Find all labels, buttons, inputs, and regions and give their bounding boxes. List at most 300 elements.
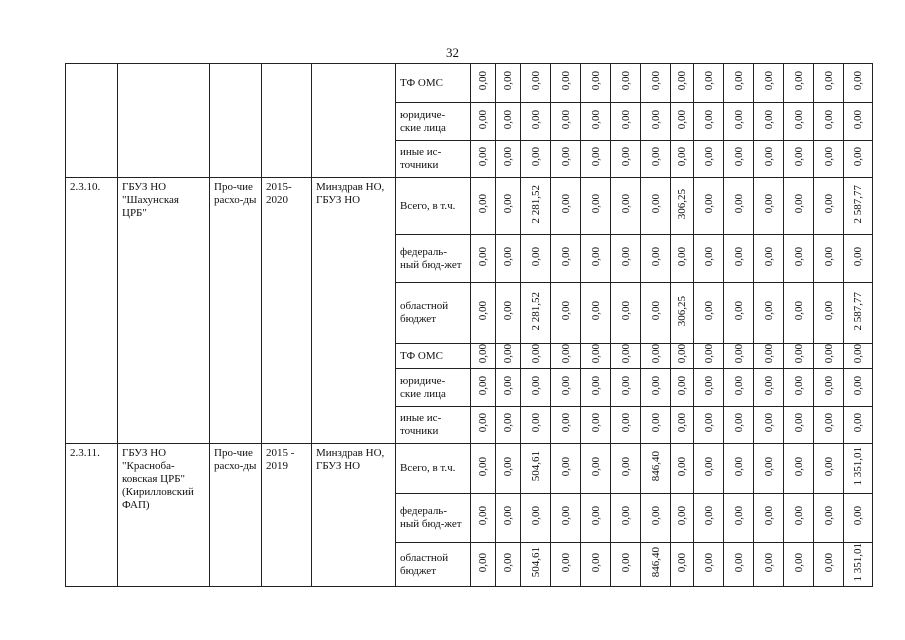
value-text: 0,00	[732, 552, 745, 573]
value-text: 0,00	[852, 109, 864, 130]
value-cell	[581, 543, 611, 587]
value-cell	[814, 178, 844, 235]
value-text: 0,00	[589, 246, 602, 267]
value-cell	[844, 103, 873, 141]
value-cell	[641, 283, 671, 344]
value-cell	[521, 141, 551, 178]
value-text: 0,00	[852, 413, 864, 433]
value-cell	[551, 494, 581, 543]
value-text: 0,00	[529, 413, 542, 433]
value-text: 0,00	[676, 71, 688, 91]
value-text: 0,00	[762, 375, 775, 396]
value-text: 0,00	[852, 344, 864, 364]
value-cell	[551, 178, 581, 235]
value-text: 0,00	[619, 552, 632, 573]
value-text: 0,00	[762, 194, 775, 214]
funding-source-cell	[396, 369, 471, 407]
value-cell	[611, 141, 641, 178]
value-cell	[641, 494, 671, 543]
value-cell	[784, 494, 814, 543]
institution-name: ГБУЗ НО "Красноба-ковская ЦРБ" (Кирилловский ФАП)	[122, 447, 194, 511]
value-text: 0,00	[619, 109, 632, 130]
value-cell	[671, 407, 694, 444]
value-cell	[521, 64, 551, 103]
value-cell	[521, 103, 551, 141]
value-text: 0,00	[732, 344, 745, 364]
value-cell	[551, 369, 581, 407]
value-text: 0,00	[852, 147, 864, 167]
value-text: 0,00	[822, 413, 835, 433]
value-cell	[694, 369, 724, 407]
value-cell	[694, 103, 724, 141]
value-cell	[694, 178, 724, 235]
funding-source-label: ТФ ОМС	[400, 76, 443, 89]
value-text: 0,00	[762, 301, 775, 321]
table-row	[66, 178, 873, 235]
value-text: 0,00	[702, 147, 715, 167]
value-cell	[844, 543, 873, 587]
funding-source-label: федераль-ный бюд-жет	[400, 245, 462, 271]
value-cell	[671, 235, 694, 283]
value-text: 0,00	[559, 71, 572, 91]
value-cell	[471, 283, 496, 344]
value-text: 0,00	[477, 413, 489, 433]
value-text: 0,00	[649, 194, 662, 214]
institution-name-cell	[118, 64, 210, 178]
value-cell	[844, 178, 873, 235]
value-text: 0,00	[762, 71, 775, 91]
value-text: 0,00	[589, 109, 602, 130]
value-text: 0,00	[559, 301, 572, 321]
value-text: 306,25	[676, 188, 688, 220]
value-text: 0,00	[502, 506, 514, 526]
value-text: 0,00	[732, 375, 745, 396]
value-text: 0,00	[477, 246, 489, 267]
value-text: 0,00	[477, 147, 489, 167]
value-text: 0,00	[792, 456, 805, 477]
value-cell	[521, 178, 551, 235]
value-text: 0,00	[676, 375, 688, 396]
value-text: 0,00	[559, 413, 572, 433]
value-cell	[754, 64, 784, 103]
value-cell	[754, 444, 784, 494]
value-cell	[471, 64, 496, 103]
value-cell	[641, 543, 671, 587]
value-text: 0,00	[619, 71, 632, 91]
value-cell	[611, 103, 641, 141]
value-cell	[581, 283, 611, 344]
value-text: 0,00	[792, 194, 805, 214]
value-cell	[754, 407, 784, 444]
value-text: 0,00	[529, 344, 542, 364]
value-text: 0,00	[559, 506, 572, 526]
value-text: 0,00	[559, 194, 572, 214]
value-text: 0,00	[477, 456, 489, 477]
funding-source-cell	[396, 344, 471, 369]
value-text: 0,00	[702, 413, 715, 433]
value-text: 0,00	[619, 147, 632, 167]
value-cell	[496, 64, 521, 103]
value-text: 0,00	[477, 344, 489, 364]
value-text: 0,00	[822, 194, 835, 214]
value-cell	[844, 407, 873, 444]
value-text: 0,00	[852, 375, 864, 396]
value-cell	[581, 64, 611, 103]
value-text: 0,00	[822, 456, 835, 477]
value-cell	[611, 494, 641, 543]
value-cell	[754, 369, 784, 407]
value-text: 0,00	[559, 375, 572, 396]
value-cell	[671, 494, 694, 543]
value-cell	[814, 369, 844, 407]
value-text: 0,00	[822, 506, 835, 526]
value-cell	[724, 141, 754, 178]
page-number: 32	[446, 45, 459, 60]
value-text: 0,00	[822, 71, 835, 91]
value-text: 0,00	[676, 552, 688, 573]
value-text: 0,00	[702, 109, 715, 130]
value-cell	[551, 543, 581, 587]
value-text: 0,00	[502, 147, 514, 167]
value-text: 0,00	[762, 344, 775, 364]
funding-source-cell	[396, 543, 471, 587]
item-number-cell	[66, 444, 118, 587]
value-text: 0,00	[822, 147, 835, 167]
value-cell	[724, 103, 754, 141]
value-cell	[581, 344, 611, 369]
value-cell	[496, 444, 521, 494]
value-text: 0,00	[649, 344, 662, 364]
value-cell	[641, 369, 671, 407]
value-cell	[521, 543, 551, 587]
value-cell	[641, 103, 671, 141]
value-cell	[641, 178, 671, 235]
value-cell	[641, 235, 671, 283]
value-text: 0,00	[676, 344, 688, 364]
item-number: 2.3.10.	[70, 181, 101, 193]
period-cell	[262, 178, 312, 444]
value-text: 0,00	[502, 344, 514, 364]
value-cell	[471, 543, 496, 587]
value-text: 0,00	[822, 552, 835, 573]
value-text: 0,00	[649, 246, 662, 267]
financing-table	[65, 63, 873, 587]
funding-source-label: областной бюджет	[400, 300, 449, 325]
period: 2015 - 2019	[266, 447, 295, 472]
value-text: 0,00	[649, 506, 662, 526]
institution-name-cell	[118, 444, 210, 587]
value-cell	[784, 543, 814, 587]
value-text: 0,00	[529, 506, 542, 526]
value-text: 0,00	[732, 506, 745, 526]
value-cell	[694, 543, 724, 587]
value-cell	[844, 369, 873, 407]
value-text: 0,00	[792, 147, 805, 167]
value-text: 0,00	[732, 246, 745, 267]
value-text: 0,00	[619, 456, 632, 477]
value-cell	[814, 407, 844, 444]
value-text: 0,00	[822, 109, 835, 130]
value-text: 0,00	[792, 246, 805, 267]
value-cell	[784, 103, 814, 141]
value-cell	[496, 283, 521, 344]
value-text: 1 351,01	[852, 447, 864, 486]
customer: Минздрав НО, ГБУЗ НО	[316, 447, 385, 472]
value-cell	[724, 235, 754, 283]
value-cell	[581, 444, 611, 494]
value-text: 0,00	[477, 552, 489, 573]
value-cell	[521, 369, 551, 407]
value-cell	[611, 283, 641, 344]
value-cell	[814, 543, 844, 587]
value-cell	[611, 369, 641, 407]
value-text: 0,00	[477, 375, 489, 396]
value-cell	[724, 369, 754, 407]
value-text: 0,00	[502, 71, 514, 91]
value-cell	[611, 235, 641, 283]
funding-source-label: иные ис-точники	[400, 412, 442, 437]
value-text: 0,00	[649, 375, 662, 396]
value-text: 0,00	[589, 552, 602, 573]
value-text: 0,00	[619, 506, 632, 526]
value-cell	[844, 344, 873, 369]
value-text: 0,00	[559, 147, 572, 167]
value-text: 0,00	[792, 109, 805, 130]
value-text: 0,00	[559, 552, 572, 573]
value-cell	[671, 178, 694, 235]
value-text: 0,00	[502, 375, 514, 396]
value-cell	[496, 369, 521, 407]
value-cell	[521, 444, 551, 494]
value-text: 0,00	[589, 413, 602, 433]
value-cell	[471, 369, 496, 407]
value-cell	[784, 178, 814, 235]
value-cell	[694, 344, 724, 369]
value-text: 0,00	[852, 71, 864, 91]
value-text: 0,00	[792, 344, 805, 364]
value-cell	[551, 235, 581, 283]
expense-type-cell	[210, 178, 262, 444]
value-cell	[671, 103, 694, 141]
value-text: 0,00	[529, 147, 542, 167]
value-text: 0,00	[649, 147, 662, 167]
value-cell	[611, 344, 641, 369]
value-text: 0,00	[732, 109, 745, 130]
value-cell	[844, 283, 873, 344]
value-text: 0,00	[732, 456, 745, 477]
value-text: 0,00	[502, 109, 514, 130]
value-text: 0,00	[822, 246, 835, 267]
value-text: 0,00	[502, 552, 514, 573]
value-text: 0,00	[649, 71, 662, 91]
value-cell	[551, 344, 581, 369]
value-text: 2 281,52	[529, 291, 542, 331]
value-text: 0,00	[702, 344, 715, 364]
value-cell	[496, 103, 521, 141]
value-text: 0,00	[589, 147, 602, 167]
funding-source-label: юридиче-ские лица	[400, 374, 446, 400]
value-text: 0,00	[477, 71, 489, 91]
period-cell	[262, 444, 312, 587]
value-text: 0,00	[702, 456, 715, 477]
value-text: 0,00	[792, 552, 805, 573]
value-cell	[754, 543, 784, 587]
value-cell	[844, 494, 873, 543]
institution-name: ГБУЗ НО "Шахунская ЦРБ"	[122, 181, 179, 219]
value-text: 0,00	[589, 506, 602, 526]
item-number-cell	[66, 178, 118, 444]
value-text: 0,00	[529, 109, 542, 130]
funding-source-label: областной бюджет	[400, 551, 449, 577]
value-cell	[521, 407, 551, 444]
expense-type-cell	[210, 64, 262, 178]
value-cell	[814, 444, 844, 494]
value-cell	[496, 178, 521, 235]
value-text: 0,00	[702, 375, 715, 396]
value-cell	[611, 178, 641, 235]
value-text: 0,00	[559, 344, 572, 364]
value-text: 0,00	[762, 246, 775, 267]
value-cell	[471, 494, 496, 543]
value-text: 0,00	[649, 109, 662, 130]
value-cell	[784, 283, 814, 344]
value-text: 0,00	[822, 344, 835, 364]
value-text: 0,00	[732, 71, 745, 91]
value-cell	[471, 178, 496, 235]
value-text: 0,00	[762, 109, 775, 130]
table-body	[66, 64, 873, 587]
value-text: 0,00	[619, 344, 632, 364]
value-text: 0,00	[702, 552, 715, 573]
value-cell	[814, 494, 844, 543]
value-cell	[471, 344, 496, 369]
value-cell	[521, 344, 551, 369]
value-cell	[784, 141, 814, 178]
value-text: 0,00	[649, 301, 662, 321]
value-cell	[724, 178, 754, 235]
value-cell	[581, 178, 611, 235]
value-text: 2 587,77	[852, 291, 864, 331]
funding-source-cell	[396, 103, 471, 141]
value-text: 2 587,77	[852, 184, 864, 224]
value-text: 0,00	[762, 552, 775, 573]
value-cell	[611, 407, 641, 444]
value-text: 0,00	[589, 456, 602, 477]
value-cell	[724, 494, 754, 543]
item-number-cell	[66, 64, 118, 178]
value-text: 0,00	[477, 194, 489, 214]
value-text: 0,00	[852, 246, 864, 267]
value-cell	[724, 283, 754, 344]
value-cell	[471, 141, 496, 178]
value-text: 0,00	[822, 301, 835, 321]
value-cell	[551, 283, 581, 344]
period-cell	[262, 64, 312, 178]
value-text: 0,00	[792, 506, 805, 526]
value-cell	[814, 103, 844, 141]
value-cell	[784, 64, 814, 103]
value-cell	[471, 103, 496, 141]
value-text: 306,25	[676, 295, 688, 327]
value-cell	[671, 283, 694, 344]
funding-source-cell	[396, 178, 471, 235]
value-cell	[671, 444, 694, 494]
value-text: 0,00	[619, 301, 632, 321]
value-cell	[844, 235, 873, 283]
value-cell	[521, 494, 551, 543]
value-cell	[724, 543, 754, 587]
value-cell	[496, 141, 521, 178]
table-row	[66, 444, 873, 494]
value-cell	[671, 543, 694, 587]
value-text: 0,00	[502, 413, 514, 433]
value-text: 0,00	[732, 413, 745, 433]
value-text: 0,00	[762, 413, 775, 433]
customer-cell	[312, 444, 396, 587]
value-text: 0,00	[732, 301, 745, 321]
funding-source-cell	[396, 235, 471, 283]
value-cell	[754, 235, 784, 283]
value-cell	[694, 407, 724, 444]
value-cell	[611, 543, 641, 587]
value-text: 0,00	[619, 413, 632, 433]
value-cell	[581, 141, 611, 178]
value-cell	[471, 235, 496, 283]
value-cell	[521, 235, 551, 283]
funding-source-label: ТФ ОМС	[400, 349, 443, 362]
value-text: 0,00	[589, 344, 602, 364]
value-text: 0,00	[502, 246, 514, 267]
value-text: 0,00	[762, 506, 775, 526]
value-text: 0,00	[792, 413, 805, 433]
value-text: 0,00	[559, 456, 572, 477]
value-cell	[496, 407, 521, 444]
value-text: 846,40	[649, 451, 662, 482]
value-cell	[551, 407, 581, 444]
value-text: 504,61	[529, 451, 542, 482]
value-cell	[754, 141, 784, 178]
value-text: 0,00	[589, 301, 602, 321]
value-cell	[784, 444, 814, 494]
value-text: 0,00	[502, 456, 514, 477]
value-text: 0,00	[792, 375, 805, 396]
value-cell	[641, 444, 671, 494]
value-cell	[844, 64, 873, 103]
value-text: 0,00	[619, 194, 632, 214]
value-cell	[671, 141, 694, 178]
value-text: 0,00	[702, 194, 715, 214]
value-cell	[496, 494, 521, 543]
value-cell	[471, 407, 496, 444]
value-text: 0,00	[702, 246, 715, 267]
customer-cell	[312, 178, 396, 444]
funding-source-label: юридиче-ские лица	[400, 108, 446, 134]
value-cell	[551, 444, 581, 494]
funding-source-cell	[396, 444, 471, 494]
value-text: 0,00	[762, 147, 775, 167]
value-cell	[784, 344, 814, 369]
value-cell	[641, 344, 671, 369]
funding-source-label: иные ис-точники	[400, 146, 442, 171]
value-cell	[784, 407, 814, 444]
value-text: 0,00	[477, 109, 489, 130]
value-text: 0,00	[529, 246, 542, 267]
funding-source-cell	[396, 407, 471, 444]
period: 2015-2020	[266, 181, 292, 206]
funding-source-cell	[396, 283, 471, 344]
value-cell	[814, 141, 844, 178]
value-cell	[844, 444, 873, 494]
